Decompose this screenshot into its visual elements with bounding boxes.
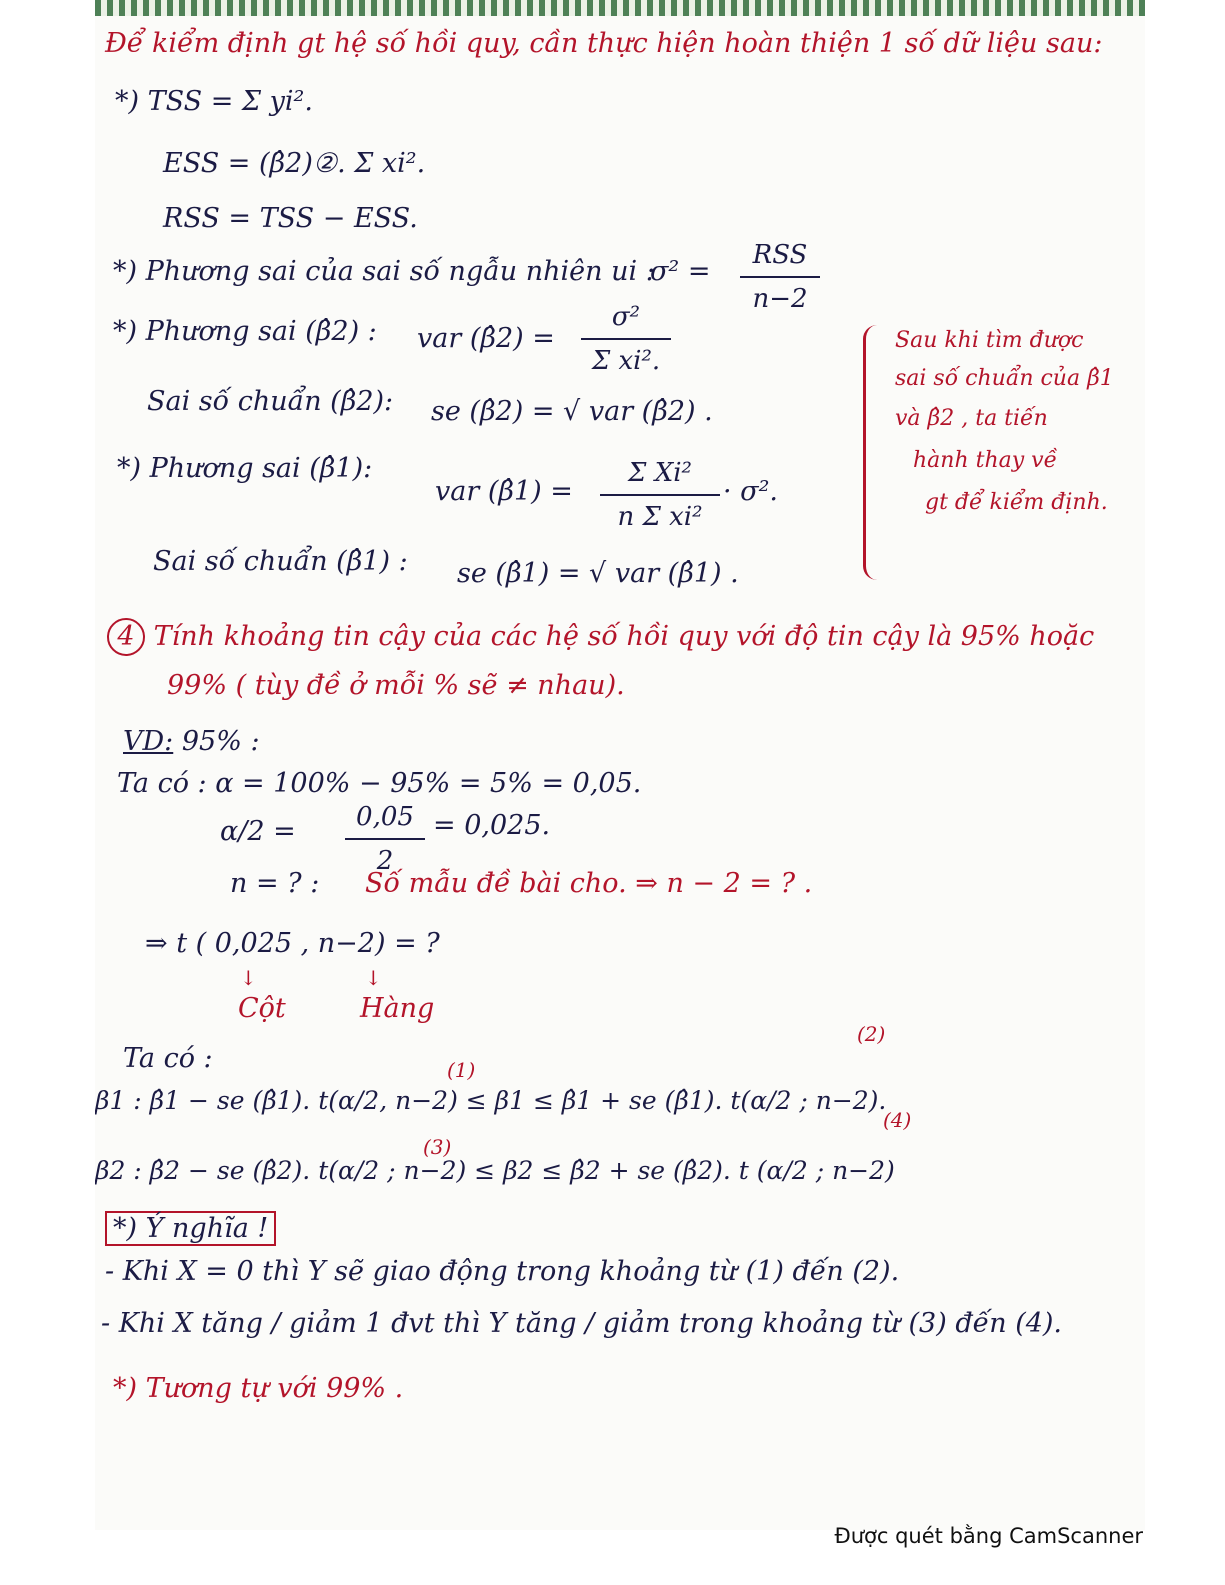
- intro-line: Để kiểm định gt hệ số hồi quy, cần thực hiện hoàn thiện 1 số dữ liệu sau:: [105, 28, 1103, 59]
- b2-confidence-interval: β2 : β̂2 − se (β̂2). t(α/2 ; n−2) ≤ β2 ≤ β̂2 + se (β̂2). t (α/2 ; n−2): [95, 1156, 895, 1185]
- se-b1-formula: se (β̂1) = √ var (β̂1) .: [457, 558, 739, 589]
- fraction-numerator: σ²: [611, 302, 641, 332]
- scanned-page: [95, 0, 1145, 1530]
- fraction-numerator: 0,05: [356, 802, 414, 832]
- meaning-line: - Khi X = 0 thì Y sẽ giao động trong khoảng từ (1) đến (2).: [105, 1256, 900, 1287]
- taco-label: Ta có :: [123, 1043, 213, 1074]
- mark-4: (4): [883, 1108, 912, 1132]
- mark-2: (2): [857, 1022, 886, 1046]
- rss-formula: RSS = TSS − ESS.: [163, 203, 418, 234]
- b1-confidence-interval: β1 : β̂1 − se (β̂1). t(α/2, n−2) ≤ β1 ≤ β̂1 + se (β̂1). t(α/2 ; n−2).: [95, 1086, 887, 1115]
- section-4-title: [107, 618, 1094, 656]
- row-label: Hàng: [360, 993, 435, 1024]
- side-note-brace: [863, 325, 880, 580]
- mark-3: (3): [423, 1135, 452, 1159]
- alpha-line: Ta có : α = 100% − 95% = 5% = 0,05.: [117, 768, 642, 799]
- fraction-numerator: RSS: [752, 240, 808, 270]
- se-b2-label: Sai số chuẩn (β̂2):: [147, 386, 394, 417]
- var-b1-fraction: [600, 458, 720, 532]
- se-b2-formula: se (β̂2) = √ var (β̂2) .: [431, 396, 713, 427]
- fraction-denominator: Σ xi².: [591, 346, 661, 376]
- error-variance-lhs: σ² =: [650, 256, 711, 287]
- col-label: Cột: [238, 993, 286, 1024]
- alpha-half-rhs: = 0,025.: [433, 810, 551, 841]
- alpha-half-fraction: [345, 802, 425, 876]
- meaning-title: [105, 1215, 276, 1242]
- example-line: [123, 728, 260, 755]
- side-note-line: sai số chuẩn của β̂1: [895, 366, 1114, 391]
- var-b2-label: *) Phương sai (β̂2) :: [113, 316, 377, 347]
- example-label: VD:: [123, 726, 174, 757]
- var-b2-lhs: var (β̂2) =: [417, 323, 555, 354]
- se-b1-label: Sai số chuẩn (β̂1) :: [153, 546, 408, 577]
- n-note: Số mẫu đề bài cho. ⇒ n − 2 = ? .: [365, 868, 813, 899]
- side-note-line: hành thay về: [913, 448, 1058, 473]
- bottom-border: [0, 1565, 1225, 1585]
- fraction-numerator: Σ Xi²: [628, 458, 692, 488]
- example-value: 95% :: [181, 726, 260, 757]
- n-line: n = ? :: [230, 868, 320, 899]
- fraction-denominator: n−2: [752, 284, 808, 314]
- var-b1-label: *) Phương sai (β̂1):: [117, 453, 373, 484]
- var-b1-lhs: var (β̂1) =: [435, 476, 573, 507]
- section-number-badge: 4: [107, 618, 145, 656]
- row-arrow: ↓: [365, 966, 382, 990]
- t-value-line: ⇒ t ( 0,025 , n−2) = ?: [145, 928, 440, 959]
- section-4-title-text: Tính khoảng tin cậy của các hệ số hồi quy với độ tin cậy là 95% hoặc: [153, 621, 1095, 652]
- var-b1-tail: · σ².: [723, 476, 779, 507]
- side-note-line: và β̂2 , ta tiến: [895, 406, 1048, 431]
- col-arrow: ↓: [240, 966, 257, 990]
- fraction-denominator: n Σ xi²: [617, 502, 703, 532]
- error-variance-fraction: [740, 240, 820, 314]
- tss-formula: *) TSS = Σ yi².: [115, 86, 313, 117]
- meaning-line: - Khi X tăng / giảm 1 đvt thì Y tăng / giảm trong khoảng từ (3) đến (4).: [101, 1308, 1063, 1339]
- alpha-half-lhs: α/2 =: [220, 816, 296, 847]
- error-variance-label: *) Phương sai của sai số ngẫu nhiên ui :: [113, 256, 655, 287]
- side-note-line: gt để kiểm định.: [925, 490, 1108, 515]
- var-b2-fraction: [581, 302, 671, 376]
- meaning-title-box: *) Ý nghĩa !: [105, 1211, 276, 1246]
- ess-formula: ESS = (β̂2)②. Σ xi².: [163, 148, 426, 179]
- page-top-edge: [95, 0, 1145, 16]
- similar-note: *) Tương tự với 99% .: [113, 1373, 404, 1404]
- fraction-denominator: 2: [376, 846, 394, 876]
- mark-1: (1): [447, 1058, 476, 1082]
- camscanner-watermark: Được quét bằng CamScanner: [834, 1524, 1143, 1548]
- side-note-line: Sau khi tìm được: [895, 328, 1084, 353]
- section-4-title-continued: 99% ( tùy đề ở mỗi % sẽ ≠ nhau).: [167, 670, 625, 701]
